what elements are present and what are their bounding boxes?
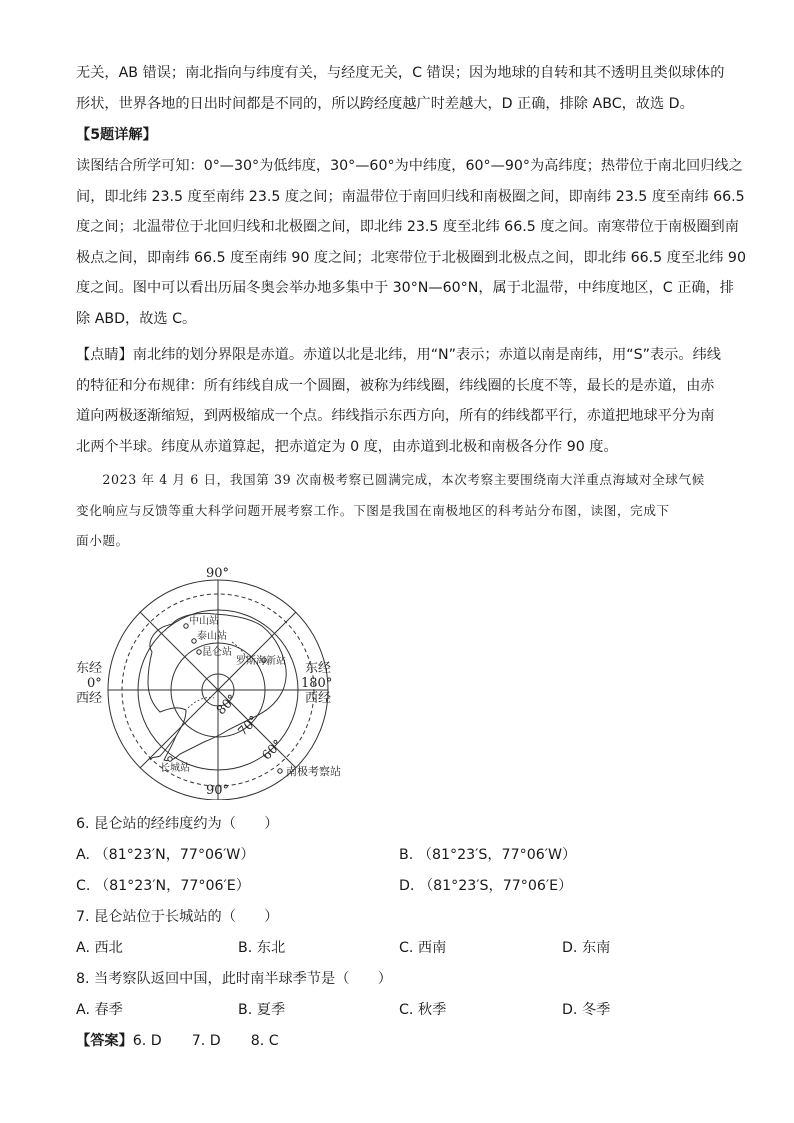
q7-option-c[interactable]: C. 西南 xyxy=(399,940,447,956)
ring-label-70: 70° xyxy=(234,712,261,739)
answer-7: 7. D xyxy=(191,1033,221,1049)
text-line: 道向两极逐渐缩短，到两极缩成一个点。纬线指示东西方向，所有的纬线都平行，赤道把地球平分为南 xyxy=(76,408,715,425)
detail-heading: 【5题详解】 xyxy=(76,127,157,143)
station-kunlun-marker xyxy=(197,650,201,654)
q7-option-d[interactable]: D. 东南 xyxy=(562,940,611,956)
station-ross-label: 罗斯海新站 xyxy=(236,656,286,667)
text-line: 形状，世界各地的日出时间都是不同的，所以跨经度越广时差越大，D 正确，排除 ABC，故选 D。 xyxy=(76,95,694,112)
text-line: 无关，AB 错误；南北指向与纬度有关，与经度无关，C 错误；因为地球的自转和其不透明且类似球体的 xyxy=(76,65,725,81)
station-taishan-marker xyxy=(192,639,196,643)
ring-label-60: 60° xyxy=(258,736,285,763)
q8-option-b[interactable]: B. 夏季 xyxy=(238,1002,286,1018)
answer-label: 【答案】 xyxy=(76,1033,133,1049)
text-line: 变化响应与反馈等重大科学问题开展考察工作。下图是我国在南极地区的科考站分布图，读图，完成下 xyxy=(76,502,670,518)
label-bottom-90: 90° xyxy=(206,783,230,798)
q6-option-c[interactable]: C. （81°23′N，77°06′E） xyxy=(76,878,250,894)
text-line: 读图结合所学可知：0°—30°为低纬度，30°—60°为中纬度，60°—90°为高纬度；热带位于南北回归线之 xyxy=(76,158,743,174)
station-changcheng-label: 长城站 xyxy=(160,763,190,774)
text-line: 面小题。 xyxy=(76,533,129,549)
station-changcheng-marker xyxy=(168,757,172,761)
q8-option-c[interactable]: C. 秋季 xyxy=(399,1002,447,1018)
answer-8: 8. C xyxy=(250,1033,279,1049)
q7-option-b[interactable]: B. 东北 xyxy=(238,940,286,956)
station-zhongshan-label: 中山站 xyxy=(189,616,219,627)
text-line: 除 ABD，故选 C。 xyxy=(76,310,197,327)
q7-option-a[interactable]: A. 西北 xyxy=(76,940,123,956)
label-left-east: 东经 xyxy=(76,661,103,676)
station-zhongshan-marker xyxy=(184,624,188,628)
answer-line xyxy=(76,1030,279,1050)
text-line: 2023 年 4 月 6 日，我国第 39 次南极考察已圆满完成，本次考察主要围绕南大洋重点海域对全球气候 xyxy=(76,472,705,487)
question-stem xyxy=(76,465,726,557)
label-right-west: 西经 xyxy=(305,691,332,706)
label-left-west: 西经 xyxy=(76,691,103,706)
q6-option-d[interactable]: D. （81°23′S，77°06′E） xyxy=(399,878,573,894)
label-right-east: 东经 xyxy=(305,661,332,676)
tip-paragraph xyxy=(76,340,726,462)
station-kunlun-label: 昆仑站 xyxy=(202,647,232,658)
analysis-paragraph-1 xyxy=(76,58,726,119)
text-line: 极点之间，即南纬 66.5 度至南纬 90 度之间；北寒带位于北极圈到北极点之间，即北纬 66.5 度至北纬 90 xyxy=(76,249,746,266)
q8-option-d[interactable]: D. 冬季 xyxy=(562,1002,611,1018)
text-line: 间，即北纬 23.5 度至南纬 23.5 度之间；南温带位于南回归线和南极圈之间，即南纬 23.5 度至南纬 66.5 xyxy=(76,188,745,205)
question-7-stem: 7. 昆仑站位于长城站的（ ） xyxy=(76,909,279,925)
q8-option-a[interactable]: A. 春季 xyxy=(76,1002,123,1018)
label-left-0: 0° xyxy=(87,676,102,691)
text-line: 【点睛】南北纬的划分界限是赤道。赤道以北是北纬，用“N”表示；赤道以南是南纬，用“S”表示。纬线 xyxy=(76,347,721,363)
label-right-180: 180° xyxy=(301,676,333,691)
text-line: 北两个半球。纬度从赤道算起，把赤道定为 0 度，由赤道到北极和南极各分作 90 度。 xyxy=(76,438,618,455)
text-line: 的特征和分布规律：所有纬线自成一个圆圈，被称为纬线圈，纬线圈的长度不等，最长的是赤道，由赤 xyxy=(76,377,715,394)
station-taishan-label: 泰山站 xyxy=(197,631,227,642)
legend-marker xyxy=(278,769,282,773)
q6-option-a[interactable]: A. （81°23′N，77°06′W） xyxy=(76,847,255,863)
text-line: 度之间。图中可以看出历届冬奥会举办地多集中于 30°N—60°N，属于北温带，中纬度地区，C 正确，排 xyxy=(76,280,734,297)
text-line: 度之间；北温带位于北回归线和北极圈之间，即北纬 23.5 度至北纬 66.5 度之间。南寒带位于南极圈到南 xyxy=(76,219,739,236)
q6-option-b[interactable]: B. （81°23′S，77°06′W） xyxy=(399,847,577,863)
label-top-90: 90° xyxy=(206,566,230,581)
question-6-stem: 6. 昆仑站的经纬度约为（ ） xyxy=(76,816,279,832)
question-8-stem: 8. 当考察队返回中国，此时南半球季节是（ ） xyxy=(76,971,392,987)
ring-label-80: 80° xyxy=(212,691,240,718)
analysis-paragraph-2 xyxy=(76,151,746,335)
antarctica-station-map xyxy=(0,560,794,800)
legend-label: 南极考察站 xyxy=(286,765,341,778)
answer-6: 6. D xyxy=(132,1033,162,1049)
